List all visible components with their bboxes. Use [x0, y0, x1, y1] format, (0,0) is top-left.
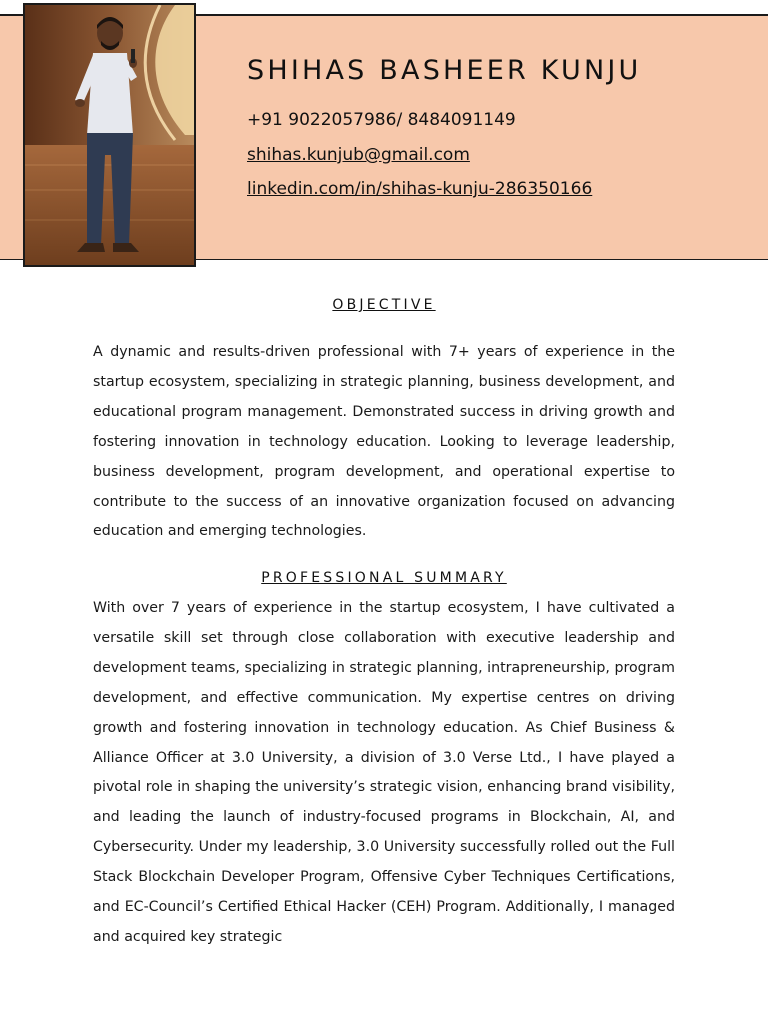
linkedin-link[interactable]: linkedin.com/in/shihas-kunju-286350166 [247, 179, 593, 199]
professional-summary-heading: PROFESSIONAL SUMMARY [261, 570, 507, 586]
professional-summary-text: With over 7 years of experience in the startup ecosystem, I have cultivated a versatile skill set through close collaboration with executive leadership and development teams, specializing in strategic planning, intrapreneurship, program development, and effective communication. My expertise centres on driving growth and fostering innovation in technology education. As Chief Business & Alliance Officer at 3.0 University, a division of 3.0 Verse Ltd., I have played a pivotal role in shaping the university’s strategic vision, enhancing brand visibility, and leading the launch of industry-focused programs in Blockchain, AI, and Cybersecurity. Under my leadership, 3.0 University successfully rolled out the Full Stack Blockchain Developer Program, Offensive Cyber Techniques Certifications, and EC-Council’s Certified Ethical Hacker (CEH) Program. Additionally, I managed and acquired key strategic [93, 600, 675, 945]
objective-heading: OBJECTIVE [332, 297, 436, 313]
objective-text: A dynamic and results-driven professional with 7+ years of experience in the startup ecosystem, specializing in strategic planning, business development, and educational program management. Demonstrated success in driving growth and fostering innovation in technology education. Looking to leverage leadership, business development, program development, and operational expertise to contribute to the success of an innovative organization focused on advancing education and emerging technologies. [93, 344, 675, 540]
phone-number: +91 9022057986/ 8484091149 [247, 110, 516, 130]
profile-photo [23, 3, 196, 267]
candidate-name: SHIHAS BASHEER KUNJU [247, 55, 642, 86]
email-link[interactable]: shihas.kunjub@gmail.com [247, 145, 470, 165]
